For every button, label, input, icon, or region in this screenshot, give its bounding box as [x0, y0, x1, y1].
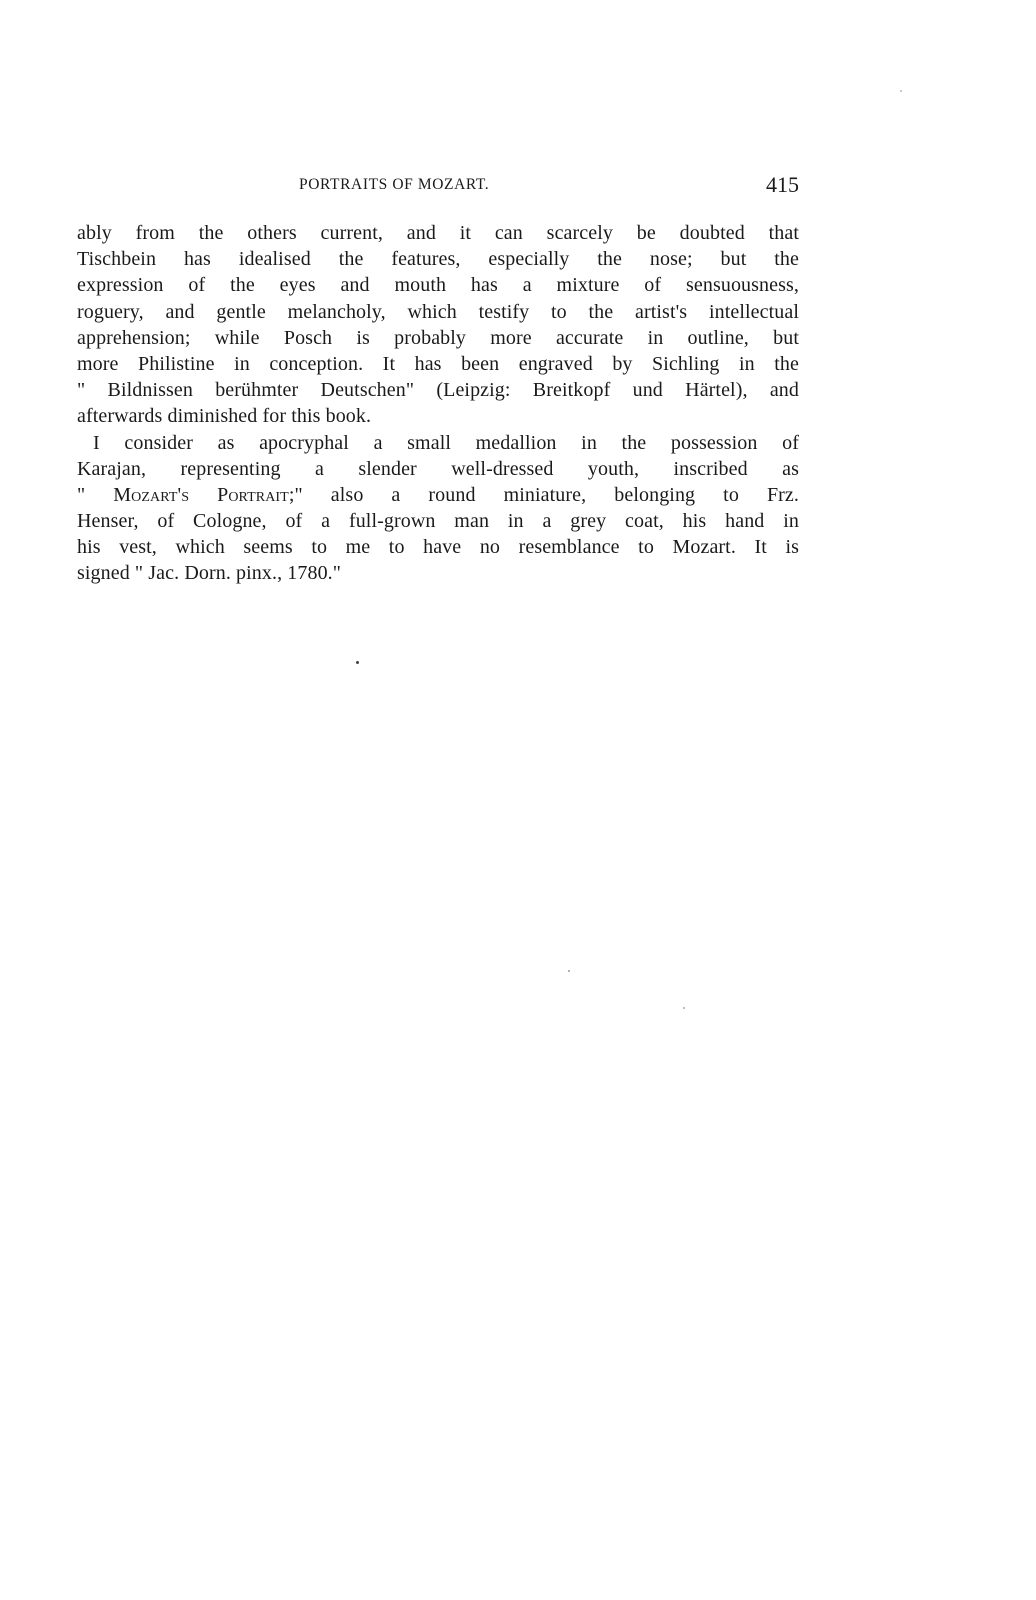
print-speck	[356, 661, 359, 664]
text-line-with-inscription	[77, 482, 799, 508]
paragraph-2	[77, 430, 799, 587]
running-title: PORTRAITS OF MOZART.	[299, 176, 490, 193]
body-text	[77, 220, 799, 587]
print-speck	[900, 90, 902, 92]
text-line: apprehension; while Posch is probably more accurate in outline, but	[77, 326, 799, 349]
text-line: " Bildnissen berühmter Deutschen" (Leipzig: Breitkopf und Härtel), and	[77, 379, 799, 402]
text-line: more Philistine in conception. It has been engraved by Sichling in the	[77, 352, 799, 375]
text-line: Henser, of Cologne, of a full-grown man in a grey coat, his hand in	[77, 510, 799, 533]
text-line: expression of the eyes and mouth has a mixture of sensuousness,	[77, 274, 799, 297]
text-line: Tischbein has idealised the features, especially the nose; but the	[77, 248, 799, 271]
text-fragment: also a round miniature, belonging to Frz.	[330, 483, 799, 506]
text-line: Karajan, representing a slender well-dressed youth, inscribed as	[77, 457, 799, 480]
running-head	[77, 172, 799, 206]
text-line: signed " Jac. Dorn. pinx., 1780."	[77, 562, 342, 585]
text-line: roguery, and gentle melancholy, which testify to the artist's intellectual	[77, 300, 799, 323]
paragraph-1	[77, 220, 799, 430]
inscription: " Mozart's Portrait;"	[77, 483, 303, 506]
text-line: I consider as apocryphal a small medallion in the possession of	[93, 431, 799, 454]
print-speck	[683, 1007, 685, 1009]
page-number: 415	[766, 172, 799, 197]
text-line: ably from the others current, and it can scarcely be doubted that	[77, 222, 799, 244]
print-speck	[568, 970, 570, 972]
book-page	[77, 172, 799, 587]
text-line: afterwards diminished for this book.	[77, 405, 372, 428]
text-line: his vest, which seems to me to have no resemblance to Mozart. It is	[77, 536, 799, 559]
